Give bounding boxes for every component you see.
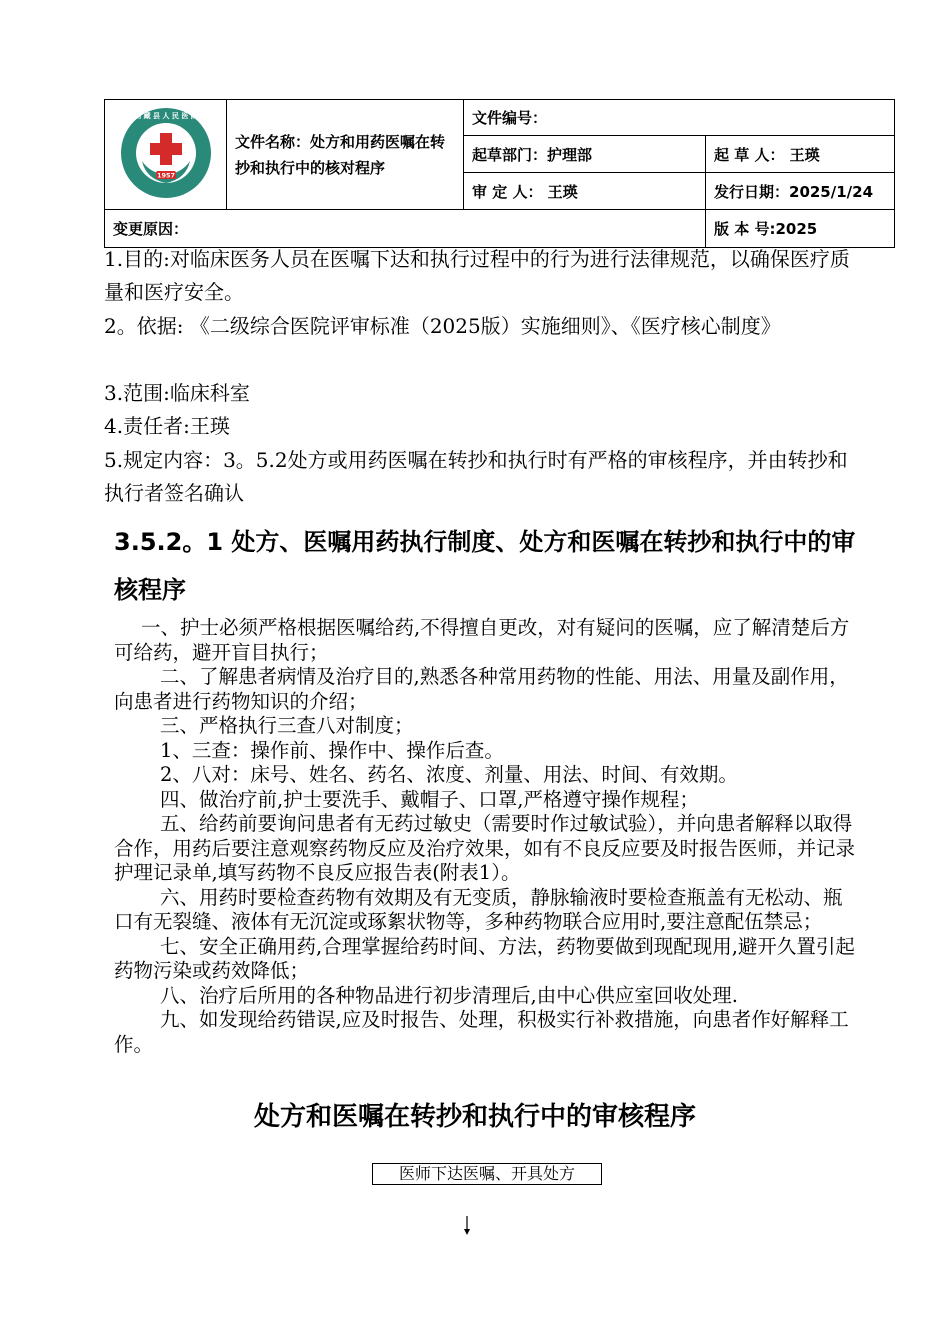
list-item: 四、做治疗前,护士要洗手、戴帽子、口罩,严格遵守操作规程； (160, 787, 699, 811)
list-item: 一、护士必须严格根据医嘱给药,不得擅自更改，对有疑问的医嘱，应了解清楚后方可给药，避开盲目执行； (114, 616, 850, 664)
flowchart-title: 处方和医嘱在转抄和执行中的审核程序 (253, 1102, 696, 1132)
svg-text:1957: 1957 (156, 171, 175, 179)
list-item: 二、了解患者病情及治疗目的,熟悉各种常用药物的性能、用法、用量及副作用，向患者进行药物知识的介绍； (114, 665, 849, 713)
svg-text:西 藏 县 人 民 医 院: 西 藏 县 人 民 医 院 (133, 111, 198, 120)
hospital-logo (118, 105, 214, 201)
drafter: 起 草 人： 王瑛 (706, 136, 895, 173)
file-name: 文件名称：处方和用药医嘱在转抄和执行中的核对程序 (227, 100, 464, 210)
approver: 审 定 人： 王瑛 (464, 173, 706, 210)
arrow-down-icon (462, 1216, 472, 1236)
basis-paragraph: 2。依据: 《二级综合医院评审标准（2025版）实施细则》、《医疗核心制度》 (104, 314, 781, 338)
scope-paragraph: 3.范围:临床科室 (104, 381, 250, 405)
section-heading: 3.5.2。1 处方、医嘱用药执行制度、处方和医嘱在转抄和执行中的审核程序 (114, 528, 856, 604)
version-number: 版 本 号:2025 (706, 210, 895, 248)
responsible-paragraph: 4.责任者:王瑛 (104, 414, 230, 438)
list-item: 七、安全正确用药,合理掌握给药时间、方法，药物要做到现配现用,避开久置引起药物污染或药效降低； (114, 934, 855, 982)
list-item: 五、给药前要询问患者有无药过敏史（需要时作过敏试验），并向患者解释以取得合作，用药后要注意观察药物反应及治疗效果，如有不良反应要及时报告医师，并记录护理记录单,填写药物不良反应报告表(附表1）。 (114, 812, 856, 884)
file-number: 文件编号： (464, 100, 895, 136)
drafting-department: 起草部门：护理部 (464, 136, 706, 173)
issue-date: 发行日期：2025/1/24 (706, 173, 895, 210)
change-reason: 变更原因： (105, 210, 706, 248)
procedure-list (114, 616, 856, 1057)
list-item: 九、如发现给药错误,应及时报告、处理，积极实行补救措施，向患者作好解释工作。 (114, 1008, 849, 1056)
list-item: 六、用药时要检查药物有效期及有无变质，静脉输液时要检查瓶盖有无松动、瓶口有无裂缝、液体有无沉淀或琢絮状物等，多种药物联合应用时,要注意配伍禁忌； (114, 885, 843, 933)
purpose-paragraph: 1.目的:对临床医务人员在医嘱下达和执行过程中的行为进行法律规范，以确保医疗质量和医疗安全。 (104, 247, 850, 304)
content-paragraph: 5.规定内容：3。5.2处方或用药医嘱在转抄和执行时有严格的审核程序，并由转抄和执行者签名确认 (104, 448, 848, 505)
flowchart-step-box: 医师下达医嘱、开具处方 (372, 1163, 602, 1185)
list-item: 八、治疗后所用的各种物品进行初步清理后,由中心供应室回收处理. (160, 983, 738, 1007)
hospital-logo-cell (105, 100, 227, 210)
list-item: 三、严格执行三查八对制度； (160, 714, 414, 737)
list-item: 2、八对：床号、姓名、药名、浓度、剂量、用法、时间、有效期。 (160, 763, 738, 786)
list-item: 1、三查：操作前、操作中、操作后查。 (160, 738, 504, 762)
document-header-table (104, 99, 895, 248)
